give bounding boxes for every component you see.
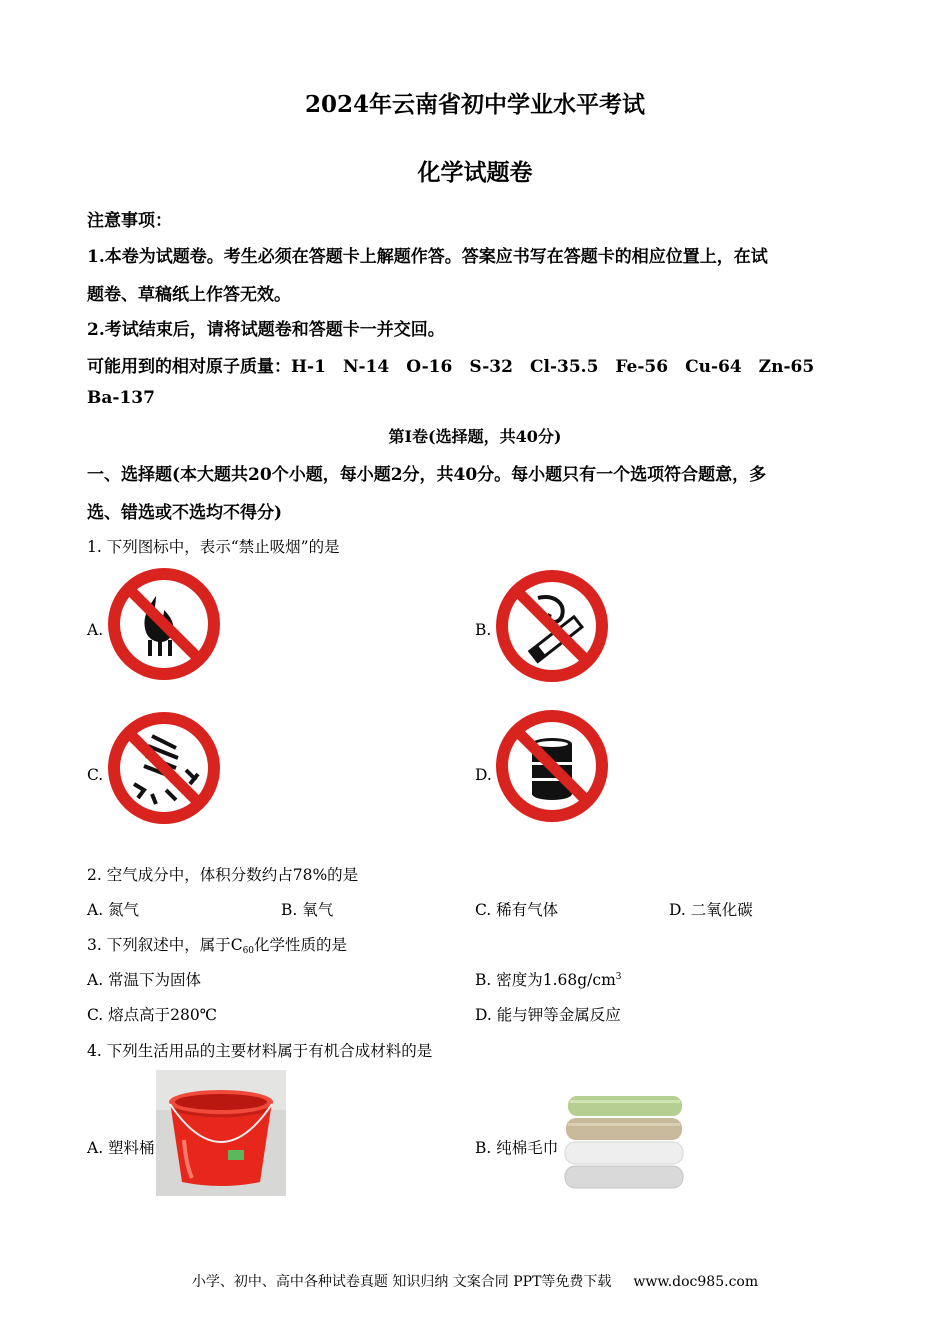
notes-item-1-line-1: 1.本卷为试题卷。考生必须在答题卡上解题作答。答案应书写在答题卡的相应位置上，在试 [87, 247, 768, 267]
no-fire-icon [106, 566, 222, 682]
q3-option-d: D. 能与钾等金属反应 [475, 1006, 621, 1024]
cotton-towels-image [562, 1092, 688, 1192]
q3-stem-subscript: 60 [242, 946, 255, 956]
q2-option-b: B. 氧气 [281, 901, 334, 919]
q4-option-b-label: B. 纯棉毛巾 [475, 1139, 559, 1157]
question-1-stem: 1. 下列图标中，表示“禁止吸烟”的是 [87, 538, 340, 556]
q3-option-b-text: B. 密度为1.68g/cm [475, 971, 616, 989]
no-smoking-icon [494, 568, 610, 684]
part-1-heading: 第Ⅰ卷(选择题，共40分) [388, 427, 562, 446]
q3-stem-pre: 3. 下列叙述中，属于C [87, 936, 243, 954]
q1-option-a-label: A. [87, 621, 104, 639]
q3-option-a: A. 常温下为固体 [87, 971, 202, 989]
footer-description: 小学、初中、高中各种试卷真题 知识归纳 文案合同 PPT等免费下载 [191, 1274, 612, 1290]
q2-option-d: D. 二氧化碳 [669, 901, 753, 919]
section-1-line-2: 选、错选或不选均不得分) [87, 503, 283, 523]
page-subtitle: 化学试题卷 [417, 159, 533, 186]
question-3-stem [87, 933, 347, 955]
section-1-line-1: 一、选择题(本大题共20个小题，每小题2分，共40分。每小题只有一个选项符合题意，多 [87, 465, 767, 485]
question-4-stem: 4. 下列生活用品的主要材料属于有机合成材料的是 [87, 1042, 433, 1060]
page-title: 2024年云南省初中学业水平考试 [304, 91, 645, 118]
q2-option-a: A. 氮气 [87, 901, 140, 919]
q4-option-a-label: A. 塑料桶 [87, 1139, 155, 1157]
q1-option-c-label: C. [87, 766, 104, 784]
q3-option-b [475, 968, 622, 990]
atomic-masses-line-2: Ba-137 [87, 388, 155, 408]
notes-item-1-line-2: 题卷、草稿纸上作答无效。 [87, 285, 291, 305]
notes-heading: 注意事项： [87, 211, 172, 231]
q1-option-b-label: B. [475, 621, 492, 639]
q3-option-c: C. 熔点高于280℃ [87, 1006, 218, 1024]
q2-option-c: C. 稀有气体 [475, 901, 559, 919]
no-oil-drum-icon [494, 708, 610, 824]
atomic-masses-line-1: 可能用到的相对原子质量：H-1 N-14 O-16 S-32 Cl-35.5 Fe-56 Cu-64 Zn-65 [87, 357, 815, 377]
q3-stem-post: 化学性质的是 [254, 936, 348, 954]
q3-option-b-superscript: 3 [615, 972, 622, 982]
q1-option-d-label: D. [475, 766, 492, 784]
notes-item-2: 2.考试结束后，请将试题卷和答题卡一并交回。 [87, 320, 445, 340]
plastic-bucket-image [156, 1070, 286, 1196]
no-fireworks-icon [106, 710, 222, 826]
footer-text [0, 1271, 950, 1291]
footer-url[interactable]: www.doc985.com [633, 1274, 759, 1290]
question-2-stem: 2. 空气成分中，体积分数约占78%的是 [87, 866, 359, 884]
